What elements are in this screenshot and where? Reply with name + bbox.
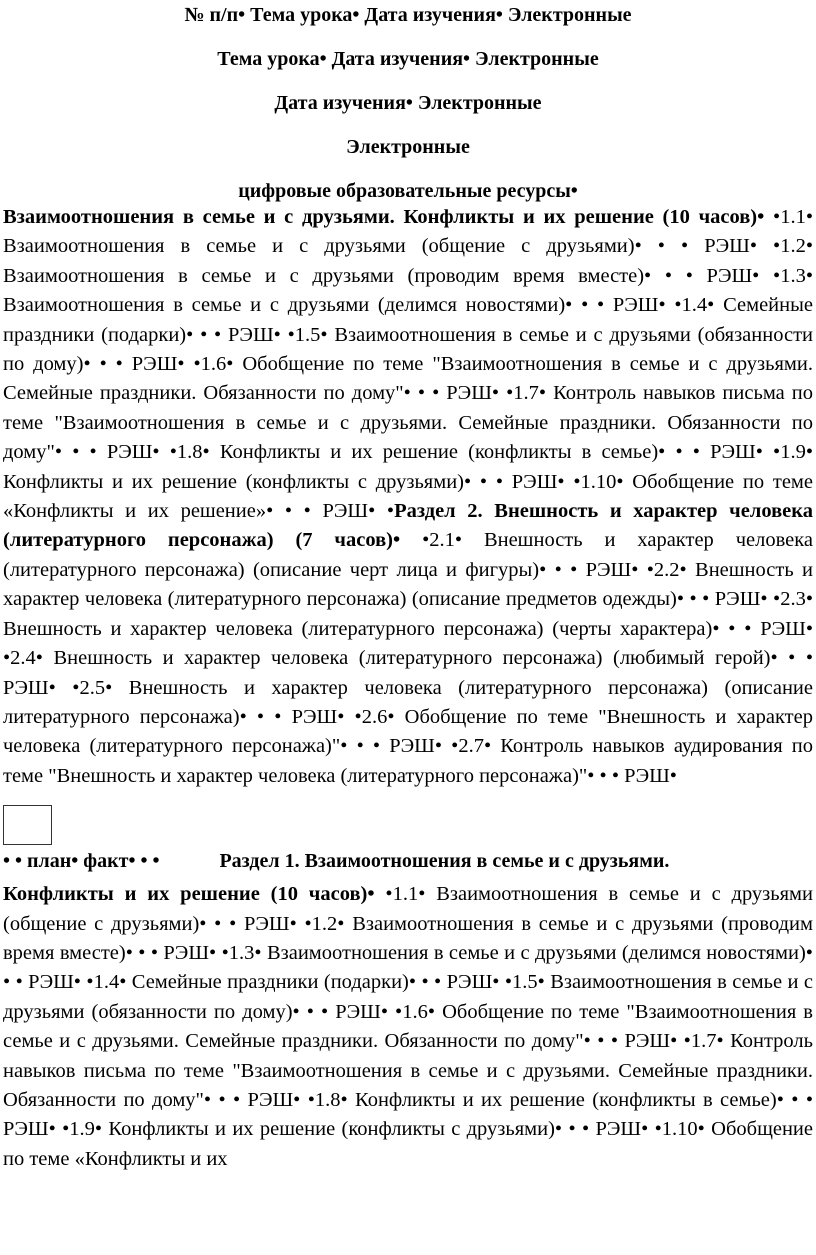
lesson-list-paragraph: [3, 203, 813, 791]
heading-line-2: Тема урока• Дата изучения• Электронные: [217, 48, 599, 70]
section-1-title: Взаимоотношения в семье и с друзьями. Конфликты и их решение (10 часов)•: [3, 206, 774, 228]
section-2-lessons: •2.1• Внешность и характер человека (литературного персонажа) (описание черт лица и фигуры)• • • РЭШ• •2.2• Внешность и характер человека (литературного персонажа) (описание предметов одежды)• • • РЭШ• •2.3• Внешность и характер человека (литературного персонажа) (черты характера)• • • РЭШ• •2.4• Внешность и характер человека (литературного персонажа) (любимый герой)• • • РЭШ• •2.5• Внешность и характер человека (литературного персонажа) (описание литературного персонажа)• • • РЭШ• •2.6• Обобщение по теме "Внешность и характер человека (литературного персонажа)"• • • РЭШ• •2.7• Контроль навыков аудирования по теме "Внешность и характер человека (литературного персонажа)"• • • РЭШ•: [3, 529, 813, 787]
heading-line-3: Дата изучения• Электронные: [274, 92, 542, 114]
heading-line-4: Электронные: [346, 136, 470, 158]
heading-line-5: цифровые образовательные ресурсы•: [238, 180, 578, 202]
plan-fact-label: • • план• факт• • •: [3, 850, 160, 873]
section-1-lessons: •1.1• Взаимоотношения в семье и с друзьями (общение с друзьями)• • • РЭШ• •1.2• Взаимоотношения в семье и с друзьями (проводим время вместе)• • • РЭШ• •1.3• Взаимоотношения в семье и с друзьями (делимся новостями)• • • РЭШ• •1.4• Семейные праздники (подарки)• • • РЭШ• •1.5• Взаимоотношения в семье и с друзьями (обязанности по дому)• • • РЭШ• •1.6• Обобщение по теме "Взаимоотношения в семье и с друзьями. Семейные праздники. Обязанности по дому"• • • РЭШ• •1.7• Контроль навыков письма по теме "Взаимоотношения в семье и с друзьями. Семейные праздники. Обязанности по дому"• • • РЭШ• •1.8• Конфликты и их решение (конфликты в семье)• • • РЭШ• •1.9• Конфликты и их решение (конфликты с друзьями)• • • РЭШ• •1.10• Обобщение по теме «Конфликты и их решение»• • • РЭШ• •: [3, 206, 813, 523]
lesson-list-paragraph-2: [3, 880, 813, 1174]
plan-fact-row: [3, 847, 816, 876]
section-2-title: Раздел 2. Внешность и характер человека (литературного персонажа) (7 часов)•: [3, 500, 813, 552]
section-1-heading: Раздел 1. Взаимоотношения в семье и с друзьями.: [219, 850, 670, 873]
heading-line-1: № п/п• Тема урока• Дата изучения• Электронные: [184, 4, 632, 26]
empty-table-cell: [3, 805, 52, 845]
section-1-lessons-repeat: •1.1• Взаимоотношения в семье и с друзьями (общение с друзьями)• • • РЭШ• •1.2• Взаимоотношения в семье и с друзьями (проводим время вместе)• • • РЭШ• •1.3• Взаимоотношения в семье и с друзьями (делимся новостями)• • • РЭШ• •1.4• Семейные праздники (подарки)• • • РЭШ• •1.5• Взаимоотношения в семье и с друзьями (обязанности по дому)• • • РЭШ• •1.6• Обобщение по теме "Взаимоотношения в семье и с друзьями. Семейные праздники. Обязанности по дому"• • • РЭШ• •1.7• Контроль навыков письма по теме "Взаимоотношения в семье и с друзьями. Семейные праздники. Обязанности по дому"• • • РЭШ• •1.8• Конфликты и их решение (конфликты в семье)• • • РЭШ• •1.9• Конфликты и их решение (конфликты с друзьями)• • • РЭШ• •1.10• Обобщение по теме «Конфликты и их: [3, 883, 813, 1170]
section-1-subtitle: Конфликты и их решение (10 часов)•: [3, 883, 386, 906]
